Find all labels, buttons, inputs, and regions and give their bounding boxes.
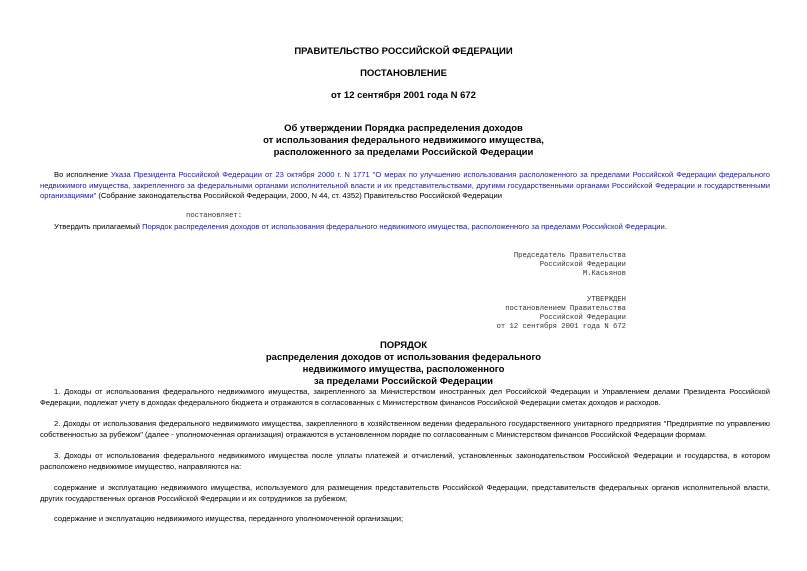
signature-line-2: Российской Федерации xyxy=(539,261,626,269)
intro-prefix: Во исполнение xyxy=(54,170,111,179)
signature-line-1: Председатель Правительства xyxy=(513,252,626,260)
order-title-line-2: распределения доходов от использования федерального xyxy=(265,352,542,363)
approved-line-3: Российской Федерации xyxy=(539,314,626,322)
decree-title-line-2: от использования федерального недвижимого имущества, xyxy=(263,135,544,146)
approve-suffix: . xyxy=(664,222,667,231)
intro-suffix: (Собрание законодательства Российской Федерации, 2000, N 44, ст. 4352) Правительство Российской Федерации xyxy=(96,191,502,200)
order-paragraph-4: содержание и эксплуатацию недвижимого имущества, используемого для размещения представительств Российской Федерации, представительств федеральных органов исполнительной власти, других государственных органов Российской Федерации и их сотрудников за рубежом; xyxy=(40,483,770,503)
order-paragraph-1: 1. Доходы от использования федерального недвижимого имущества, закрепленного за Министерством иностранных дел Российской Федерации и Управлением делами Президента Российской Федерации, подлежат учету в доходах федерального бюджета и отражаются в согласованных с Министерством финансов Российской Федерации сметах доходов и расходов. xyxy=(40,387,770,407)
intro-paragraph xyxy=(40,170,770,202)
order-paragraph-3: 3. Доходы от использования федерального недвижимого имущества после уплаты платежей и отчислений, установленных законодательством Российской Федерации и государства, в котором расположено недвижимое имущество, направляются на: xyxy=(40,451,770,471)
order-title-line-1: ПОРЯДОК xyxy=(379,340,428,351)
order-link[interactable]: Порядок распределения доходов от использования федерального недвижимого имущества, расположенного за пределами Российской Федерации xyxy=(142,222,665,231)
decree-word: постановляет: xyxy=(186,212,243,220)
approve-prefix: Утвердить прилагаемый xyxy=(54,222,143,231)
decree-date: от 12 сентября 2001 года N 672 xyxy=(331,90,476,101)
decree-title-line-1: Об утверждении Порядка распределения доходов xyxy=(284,123,523,134)
president-decree-link[interactable]: Указа Президента Российской Федерации от 23 октября 2000 г. N 1771 "О мерах по улучшению использования расположенного за пределами Российской Федерации федерального недвижимого имущества, закрепленного за федеральными органами исполнительной власти и их представительствами, другими государственными органами Российской Федерации и государственными организациями" xyxy=(40,170,770,200)
approve-paragraph xyxy=(40,222,770,233)
order-paragraph-5: содержание и эксплуатацию недвижимого имущества, переданного уполномоченной организации; xyxy=(54,514,404,523)
approved-line-1: УТВЕРЖДЕН xyxy=(587,296,626,304)
approved-line-4: от 12 сентября 2001 года N 672 xyxy=(496,323,626,331)
doc-type-heading: ПОСТАНОВЛЕНИЕ xyxy=(360,68,447,79)
order-title-line-4: за пределами Российской Федерации xyxy=(313,376,493,387)
approved-line-2: постановлением Правительства xyxy=(505,305,626,313)
government-heading: ПРАВИТЕЛЬСТВО РОССИЙСКОЙ ФЕДЕРАЦИИ xyxy=(294,46,513,57)
order-title-line-3: недвижимого имущества, расположенного xyxy=(302,364,505,375)
decree-title-line-3: расположенного за пределами Российской Федерации xyxy=(273,147,534,158)
order-paragraph-2: 2. Доходы от использования федерального недвижимого имущества, закрепленного в хозяйственном ведении федерального государственного унитарного предприятия "Предприятие по управлению собственностью за рубежом" (далее - уполномоченная организация) отражаются в установленном порядке по согласованным с Министерством финансов Российской Федерации формам. xyxy=(40,419,770,439)
signature-line-3: М.Касьянов xyxy=(582,270,626,278)
